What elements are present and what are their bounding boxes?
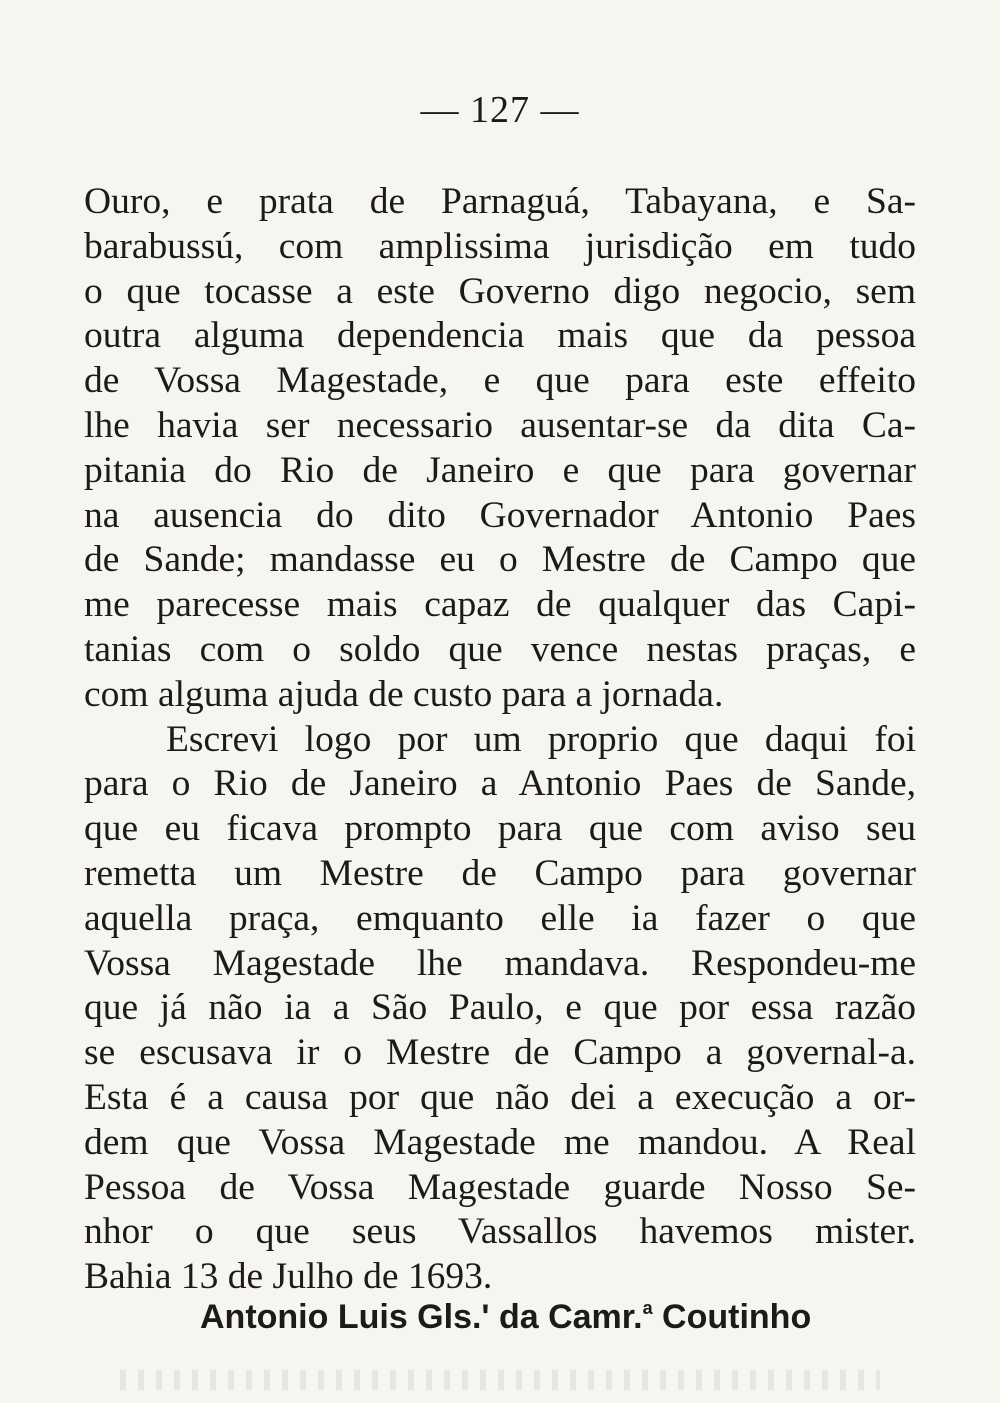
text-line: Pessoa de Vossa Magestade guarde Nosso Se- [84, 1166, 916, 1208]
text-line: com alguma ajuda de custo para a jornada. [84, 673, 724, 715]
text-line: barabussú, com amplissima jurisdição em tudo [84, 225, 916, 267]
text-line: Escrevi logo por um proprio que daqui foi [166, 718, 916, 760]
text-line: remetta um Mestre de Campo para governar [84, 852, 916, 894]
text-line: na ausencia do dito Governador Antonio Paes [84, 494, 916, 536]
text-line: tanias com o soldo que vence nestas praças, e [84, 628, 916, 670]
text-line: que já não ia a São Paulo, e que por essa razão [84, 987, 916, 1029]
page-number: — 127 — [420, 89, 580, 131]
text-line: Esta é a causa por que não dei a execução a or- [84, 1076, 916, 1118]
signature [200, 1298, 880, 1337]
signature-surname: Coutinho [652, 1298, 812, 1336]
text-line: Ouro, e prata de Parnaguá, Tabayana, e Sa- [84, 181, 916, 222]
text-line: aquella praça, emquanto elle ia fazer o que [84, 897, 916, 939]
letter-body [84, 180, 916, 1300]
signature-superscript: a [642, 1298, 653, 1318]
text-line: outra alguma dependencia mais que da pessoa [84, 315, 916, 357]
bleed-through-text [120, 1370, 880, 1390]
text-line: que eu ficava prompto para que com aviso seu [84, 808, 916, 850]
text-line: pitania do Rio de Janeiro e que para governar [84, 449, 916, 491]
text-line: se escusava ir o Mestre de Campo a governal-a. [84, 1032, 916, 1074]
text-line: para o Rio de Janeiro a Antonio Paes de Sande, [84, 763, 916, 805]
text-line: nhor o que seus Vassallos havemos mister. [84, 1211, 916, 1253]
text-line: de Sande; mandasse eu o Mestre de Campo que [84, 539, 916, 581]
signature-name: Antonio Luis Gls.' da Camr. [200, 1298, 643, 1336]
text-line: me parecesse mais capaz de qualquer das Capi- [84, 584, 916, 626]
text-line: lhe havia ser necessario ausentar-se da dita Ca- [84, 404, 916, 446]
text-line: dem que Vossa Magestade me mandou. A Real [84, 1121, 916, 1163]
text-line: o que tocasse a este Governo digo negocio, sem [84, 270, 916, 312]
text-line: Bahia 13 de Julho de 1693. [84, 1256, 493, 1298]
text-line: Vossa Magestade lhe mandava. Respondeu-me [84, 942, 916, 984]
text-line: de Vossa Magestade, e que para este effeito [84, 360, 916, 402]
